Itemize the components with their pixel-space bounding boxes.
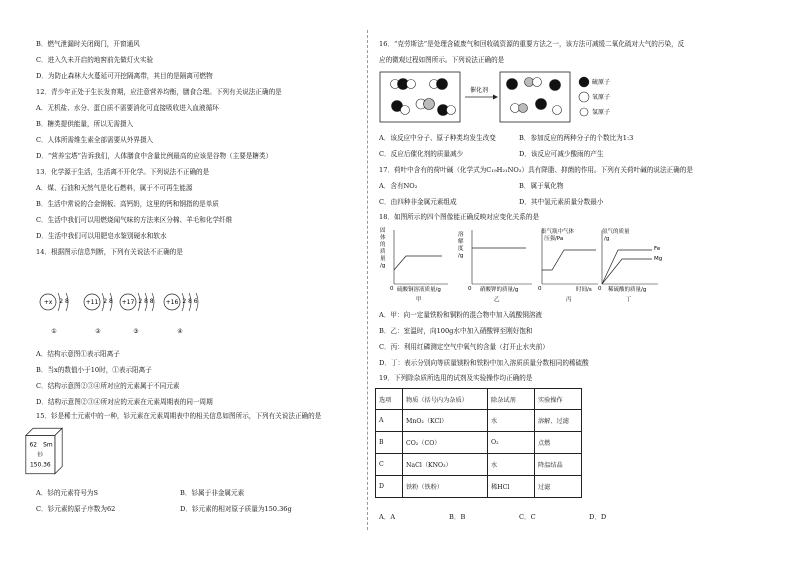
table-header: 实验操作 bbox=[535, 389, 582, 410]
graph-bing-curve bbox=[542, 250, 596, 270]
graph-jia-ylabel-2: 的 bbox=[380, 242, 386, 248]
atom-diagram-3 bbox=[120, 293, 154, 335]
graph-bing-xlabel: 时间/s bbox=[576, 287, 592, 293]
graph-ding bbox=[598, 227, 662, 303]
graph-bing-name: 丙 bbox=[566, 297, 572, 303]
option-19d: D．D bbox=[589, 513, 607, 521]
graph-yi-ylabel-1: 解 bbox=[458, 239, 464, 245]
graph-jia-xlabel: 硫酸铜溶液质量/g bbox=[397, 287, 441, 293]
text-line: D．生活中我们可以用肥皂水鉴别硬水和软水 bbox=[36, 232, 167, 240]
atom-4-label: ④ bbox=[177, 328, 183, 335]
graph-bing bbox=[538, 227, 598, 303]
option-15c: C．钐元素的原子序数为62 bbox=[36, 505, 116, 513]
legend-s-marker bbox=[579, 77, 589, 87]
text-line: 应的微观过程如图所示。下列说法正确的是 bbox=[379, 56, 505, 64]
graph-jia bbox=[380, 226, 448, 303]
graph-ding-fe-line bbox=[602, 250, 652, 284]
graph-yi-xlabel: 硝酸钾的质量/g bbox=[480, 287, 519, 293]
atom-4-shells: 2 8 6 bbox=[182, 298, 198, 305]
table-header-row bbox=[376, 389, 582, 410]
option-15b: B．钐属于非金属元素 bbox=[180, 489, 245, 497]
table-cell: 过滤 bbox=[535, 476, 582, 498]
graph-yi-origin: 0 bbox=[468, 286, 472, 292]
question-12: 12．青少年正处于生长发育期，应注意营养均衡，膳食合理。下列有关说法正确的是 bbox=[36, 88, 282, 96]
graph-yi-name: 乙 bbox=[494, 297, 500, 303]
atom-1-shells: 2 8 bbox=[59, 298, 69, 305]
graph-jia-ylabel-4: 量 bbox=[380, 256, 386, 262]
graph-ding-mg-line bbox=[602, 259, 652, 284]
table-cell: 点燃 bbox=[535, 432, 582, 454]
legend-s-label: 硫原子 bbox=[592, 79, 611, 86]
question-16: 16．“克劳斯法”是处理含硫废气和回收硫资源的重要方法之一，该方法可减缓二氧化硫对大气的污染，反 bbox=[379, 40, 685, 48]
graph-ding-xlabel: 稀硫酸的质量/g bbox=[608, 287, 647, 293]
table-cell: C bbox=[376, 454, 403, 476]
option-15d: D．钐元素的相对原子质量为150.36g bbox=[180, 505, 292, 513]
option-18d: D．丁：表示分别向等质量镁粉和铁粉中加入溶质质量分数相同的稀硫酸 bbox=[379, 359, 589, 367]
table-row bbox=[376, 410, 582, 432]
question-14: 14．根据图示信息判断，下列有关说法不正确的是 bbox=[36, 248, 183, 256]
option-16b: B．参加反应的两种分子的个数比为1:3 bbox=[519, 134, 634, 142]
option-16c: C．反应后催化剂的质量减少 bbox=[379, 150, 464, 158]
catalyst-label: 催化剂 bbox=[469, 87, 489, 94]
product-molecules bbox=[507, 78, 562, 115]
table-cell: 溶解、过滤 bbox=[535, 410, 582, 432]
graph-ding-fe-label: Fe bbox=[654, 246, 661, 252]
table-cell: O₂ bbox=[488, 432, 535, 454]
table-cell: B bbox=[376, 432, 403, 454]
option-19b: B．B bbox=[449, 513, 466, 521]
atom-diagram-4 bbox=[164, 293, 198, 335]
table-header: 选项 bbox=[376, 389, 403, 410]
impurity-table bbox=[375, 388, 582, 498]
table-row bbox=[376, 476, 582, 498]
table-row bbox=[376, 454, 582, 476]
text-line: A．无机盐、水分、蛋白质不需要消化可直接吸收进入血液循环 bbox=[36, 104, 219, 112]
table-cell: 降温结晶 bbox=[535, 454, 582, 476]
reaction-diagram bbox=[379, 70, 619, 128]
text-line: A．煤、石油和天然气是化石燃料，属于不可再生能源 bbox=[36, 184, 193, 192]
graph-ding-ylabel-0: 氢气的质量 bbox=[602, 229, 630, 235]
table-row bbox=[376, 432, 582, 454]
table-cell: NaCl（KNO₃） bbox=[403, 454, 488, 476]
text-line: D．为防止森林大火蔓延可开挖隔离带，其目的是隔离可燃物 bbox=[36, 72, 213, 80]
option-15a: A．钐的元素符号为S bbox=[36, 489, 99, 497]
table-cell: MnO₂（KCl） bbox=[403, 410, 488, 432]
reactant-box bbox=[380, 72, 460, 122]
column-divider bbox=[367, 30, 368, 530]
atom-1-nucleus: +x bbox=[43, 299, 53, 306]
option-17c: C．由四种非金属元素组成 bbox=[379, 198, 457, 206]
element-symbol: Sm bbox=[43, 442, 53, 449]
table-header: 除杂试剂 bbox=[488, 389, 535, 410]
atom-2-shells: 2 8 bbox=[103, 298, 113, 305]
option-19a: A．A bbox=[379, 513, 396, 521]
table-header: 物质（括号内为杂质） bbox=[403, 389, 488, 410]
atom-diagram-1 bbox=[40, 293, 69, 335]
legend-o-label: 氧原子 bbox=[592, 94, 611, 101]
option-19c: C．C bbox=[519, 513, 536, 521]
graph-jia-origin: 0 bbox=[390, 286, 394, 292]
question-18: 18．如图所示的四个图像能正确反映对应变化关系的是 bbox=[379, 213, 540, 221]
question-17: 17．荷叶中含有的荷叶碱（化学式为C₁₉H₂₁NO₂）具有降脂、抑菌的作用。下列有关荷叶碱的说法正确的是 bbox=[379, 166, 693, 174]
option-14b: B．当x的数值小于10时，①表示阳离子 bbox=[36, 366, 152, 374]
graph-bing-ylabel-1: 压强/Pa bbox=[544, 236, 564, 242]
table-cell: 水 bbox=[488, 454, 535, 476]
legend-o-marker bbox=[579, 92, 589, 102]
table-cell: A bbox=[376, 410, 403, 432]
graph-jia-ylabel-5: /g bbox=[380, 263, 386, 269]
table-cell: 水 bbox=[488, 410, 535, 432]
option-14a: A．结构示意图①表示阳离子 bbox=[36, 350, 120, 358]
atom-3-nucleus: +17 bbox=[121, 299, 135, 306]
option-17d: D．其中氢元素质量分数最小 bbox=[519, 198, 604, 206]
graph-bing-origin: 0 bbox=[538, 286, 542, 292]
option-14c: C．结构示意图②③④所对应的元素属于不同元素 bbox=[36, 382, 180, 390]
element-cell bbox=[24, 426, 64, 476]
option-16d: D．该反应可减少酸雨的产生 bbox=[519, 150, 604, 158]
table-cell: 铁粉（铁粉） bbox=[403, 476, 488, 498]
element-number: 62 bbox=[29, 442, 37, 449]
atom-1-label: ① bbox=[51, 328, 57, 335]
graph-jia-ylabel-1: 体 bbox=[380, 235, 386, 241]
graph-ding-name: 丁 bbox=[626, 297, 632, 303]
graph-yi-ylabel-3: /g bbox=[458, 253, 464, 259]
text-line: B．生活中常说的合金钢板、高钙奶，这里的钙和钢指的是单质 bbox=[36, 200, 219, 208]
question-19: 19．下列除杂质所选用的试剂及实验操作均正确的是 bbox=[379, 374, 533, 382]
graph-ding-origin: 0 bbox=[598, 286, 602, 292]
table-cell: D bbox=[376, 476, 403, 498]
graph-ding-ylabel-1: /g bbox=[604, 236, 610, 242]
text-line: C．人体所需维生素全部需要从外界摄入 bbox=[36, 136, 154, 144]
option-18b: B．乙：室温时，向100g水中加入硝酸钾至刚好饱和 bbox=[379, 327, 533, 335]
graph-yi-ylabel-0: 溶 bbox=[458, 232, 464, 238]
atom-diagrams bbox=[36, 262, 236, 342]
text-line: D．“营养宝塔”告诉我们，人体膳食中含量比例最高的应该是谷物（主要是糖类） bbox=[36, 152, 273, 160]
graph-ding-mg-label: Mg bbox=[654, 256, 663, 262]
option-18c: C．丙：利用红磷测定空气中氧气的含量（打开止水夹前） bbox=[379, 343, 549, 351]
atom-diagram-2 bbox=[84, 293, 113, 335]
atom-3-label: ③ bbox=[133, 328, 139, 335]
atom-2-label: ② bbox=[95, 328, 101, 335]
text-line: B．糖类提供能量，所以无需摄入 bbox=[36, 120, 134, 128]
graph-jia-curve bbox=[394, 256, 442, 270]
graph-yi-ylabel-2: 度 bbox=[458, 246, 464, 252]
graph-bing-ylabel-0: 集气瓶中气体 bbox=[541, 229, 575, 235]
option-17b: B．属于氧化物 bbox=[519, 182, 564, 190]
atom-3-shells: 2 8 8 bbox=[138, 298, 154, 305]
option-17a: A．含有NO₂ bbox=[379, 182, 418, 190]
legend-h-marker bbox=[580, 108, 588, 116]
text-line: C．生活中我们可以用燃烧闻气味的方法来区分棉、羊毛和化学纤维 bbox=[36, 216, 233, 224]
question-13: 13．化学源于生活，生活离不开化学。下列说法不正确的是 bbox=[36, 168, 210, 176]
atom-4-nucleus: +16 bbox=[165, 299, 179, 306]
option-16a: A．该反应中分子、原子种类均发生改变 bbox=[379, 134, 496, 142]
graphs bbox=[376, 226, 676, 304]
table-cell: 稀HCl bbox=[488, 476, 535, 498]
text-line: C．进入久未开启的地窖前先做灯火实验 bbox=[36, 56, 154, 64]
graph-yi bbox=[458, 230, 532, 303]
graph-jia-ylabel-3: 质 bbox=[380, 249, 386, 255]
option-18a: A．甲：向一定量铁粉和铜粉的混合物中加入硫酸铜溶液 bbox=[379, 311, 543, 319]
table-cell: CO₂（CO） bbox=[403, 432, 488, 454]
atom-2-nucleus: +11 bbox=[85, 299, 99, 306]
graph-jia-name: 甲 bbox=[416, 297, 422, 303]
element-name: 钐 bbox=[37, 452, 44, 459]
reactant-molecules bbox=[391, 79, 456, 116]
element-mass: 150.36 bbox=[30, 462, 51, 469]
legend-h-label: 氢原子 bbox=[592, 109, 611, 116]
option-14d: D．结构示意图②③④所对应的元素在元素周期表的同一周期 bbox=[36, 398, 213, 406]
legend bbox=[579, 77, 610, 116]
text-line: B．燃气泄漏时关闭阀门，开窗通风 bbox=[36, 40, 140, 48]
graph-jia-ylabel-0: 固 bbox=[380, 228, 386, 234]
question-15: 15．钐是稀土元素中的一种，钐元素在元素周期表中的相关信息如图所示，下列有关说法正确的是 bbox=[36, 412, 322, 420]
